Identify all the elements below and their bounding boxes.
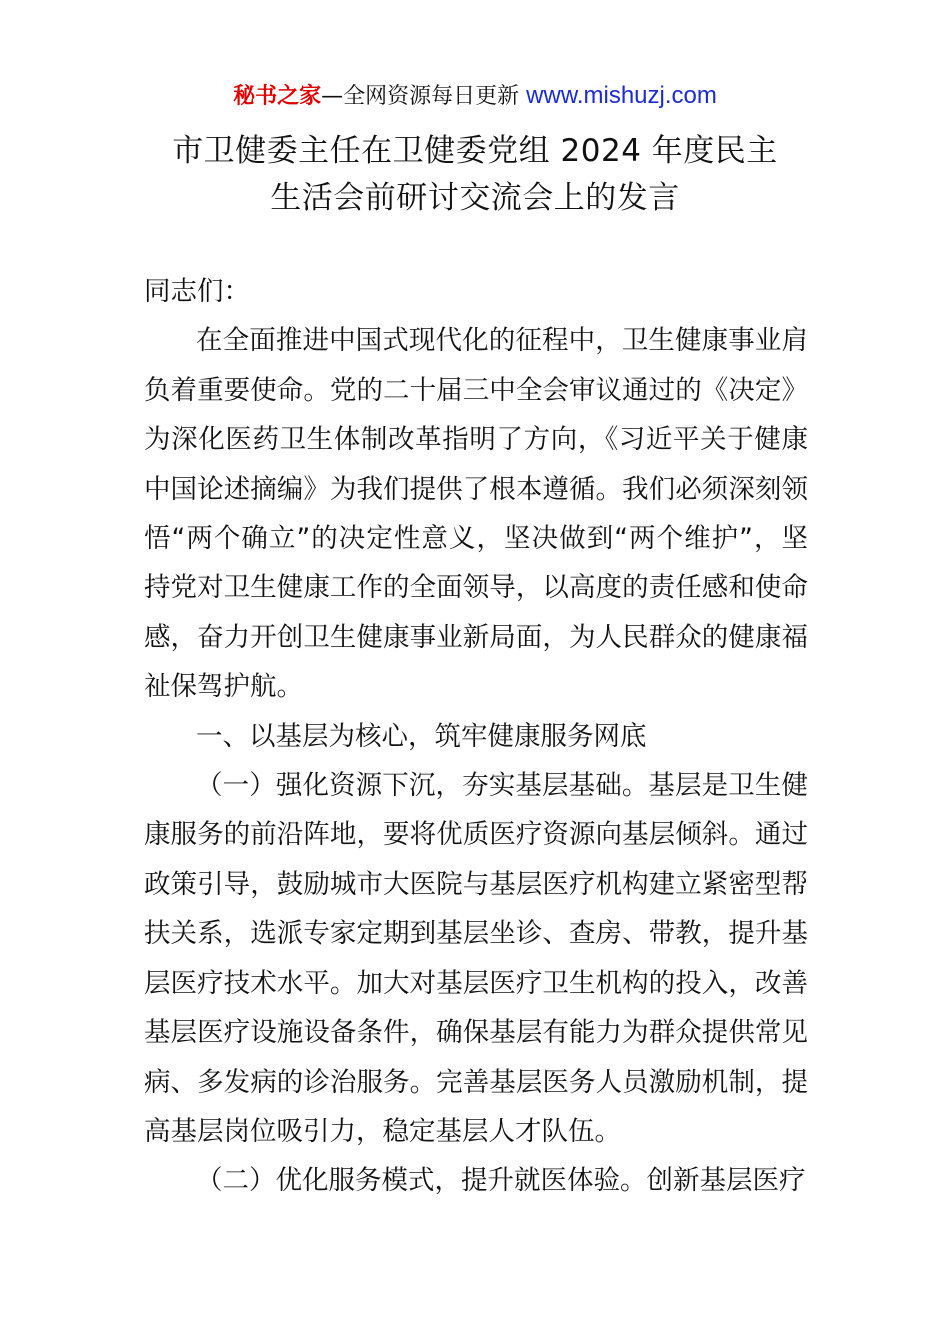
brand-name: 秘书之家 [233, 84, 322, 109]
document-body [144, 267, 808, 1206]
salutation: 同志们： [144, 276, 250, 307]
site-url-link[interactable]: www.mishuzj.com [526, 82, 717, 109]
paragraph-intro: 在全面推进中国式现代化的征程中，卫生健康事业肩负着重要使命。党的二十届三中全会审议通过的《决定》为深化医药卫生体制改革指明了方向，《习近平关于健康中国论述摘编》为我们提供了根本遵循。我们必须深刻领悟“两个确立”的决定性意义，坚决做到“两个维护”，坚持党对卫生健康工作的全面领导，以高度的责任感和使命感，奋力开创卫生健康事业新局面，为人民群众的健康福祉保驾护航。 [144, 325, 808, 703]
title-line-1: 市卫健委主任在卫健委党组 2024 年度民主 [172, 133, 778, 169]
paragraph-subsection-2: （二）优化服务模式，提升就医体验。创新基层医疗 [196, 1165, 806, 1197]
site-header [0, 80, 950, 113]
paragraph-subsection-1: （一）强化资源下沉，夯实基层基础。基层是卫生健康服务的前沿阵地，要将优质医疗资源向基层倾斜。通过政策引导，鼓励城市大医院与基层医疗机构建立紧密型帮扶关系，选派专家定期到基层坐诊、查房、带教，提升基层医疗技术水平。加大对基层医疗卫生机构的投入，改善基层医疗设施设备条件，确保基层有能力为群众提供常见病、多发病的诊治服务。完善基层医务人员激励机制，提高基层岗位吸引力，稳定基层人才队伍。 [144, 770, 808, 1147]
section-heading-1: 一、以基层为核心，筑牢健康服务网底 [196, 720, 647, 752]
document-title [0, 128, 950, 222]
title-line-2: 生活会前研讨交流会上的发言 [270, 180, 680, 216]
header-tagline: 全网资源每日更新 [343, 84, 520, 109]
header-dash: — [321, 84, 344, 109]
